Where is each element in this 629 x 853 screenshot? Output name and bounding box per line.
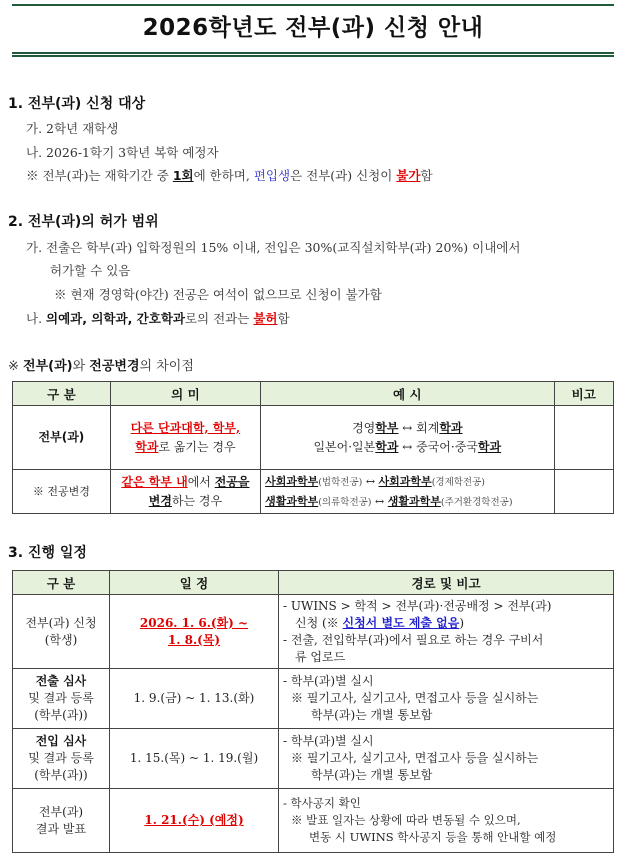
section1-item-b: 나. 2026-1학기 3학년 복학 예정자 (26, 145, 219, 160)
section2-item-b: 나. 의예과, 의학과, 간호학과로의 전과는 불허함 (26, 311, 290, 326)
compare-row-transfer-remark (554, 406, 614, 470)
compare-header-category: 구 분 (13, 382, 111, 406)
schedule-row-incoming-label: 전입 심사 및 결과 등록 (학부(과)) (13, 729, 110, 789)
compare-table (12, 381, 614, 514)
schedule-table (12, 570, 614, 853)
schedule-row-outgoing-note: - 학부(과)별 실시 ※ 필기고사, 실기고사, 면접고사 등을 실시하는 학부(과)는 개별 통보함 (279, 669, 614, 729)
schedule-row-incoming-note: - 학부(과)별 실시 ※ 필기고사, 실기고사, 면접고사 등을 실시하는 학부(과)는 개별 통보함 (279, 729, 614, 789)
compare-header-meaning: 의 미 (110, 382, 260, 406)
section2-item-a-line2: 허가할 수 있음 (50, 263, 131, 278)
compare-row-transfer-label: 전부(과) (13, 406, 111, 470)
schedule-header-route: 경로 및 비고 (279, 571, 614, 595)
schedule-row-result (13, 789, 614, 853)
schedule-row-incoming-date: 1. 15.(목) ~ 1. 19.(월) (110, 729, 279, 789)
schedule-row-outgoing-label: 전출 심사 및 결과 등록 (학부(과)) (13, 669, 110, 729)
section3-heading: 3. 진행 일정 (8, 545, 87, 561)
compare-row-transfer (13, 406, 614, 470)
schedule-header-category: 구 분 (13, 571, 110, 595)
schedule-header-date: 일 정 (110, 571, 279, 595)
schedule-row-result-note: - 학사공지 확인 ※ 발표 일자는 상황에 따라 변동될 수 있으며, 변동 시 UWINS 학사공지 등을 통해 안내할 예정 (279, 789, 614, 853)
section2-item-a-line1: 가. 전출은 학부(과) 입학정원의 15% 이내, 전입은 30%(교직설치학부(과) 20%) 이내에서 (26, 240, 521, 255)
not-allowed-text: 불가 (396, 168, 421, 183)
schedule-row-result-date: 1. 21.(수) (예정) (110, 789, 279, 853)
compare-row-major-label: ※ 전공변경 (13, 470, 111, 514)
compare-header-row (13, 382, 614, 406)
section1-heading: 1. 전부(과) 신청 대상 (8, 96, 146, 112)
title-box (12, 4, 614, 57)
compare-row-major-meaning: 같은 학부 내에서 전공을 변경하는 경우 (110, 470, 260, 514)
schedule-header-row (13, 571, 614, 595)
schedule-row-application-note: - UWINS > 학적 > 전부(과)·전공배정 > 전부(과) 신청 (※ 신청서 별도 제출 없음) - 전출, 전입학부(과)에서 필요로 하는 경우 구비서 류 업로드 (279, 595, 614, 669)
transfer-student-text: 편입생 (253, 168, 291, 183)
section2-item-a-note: ※ 현재 경영학(야간) 전공은 여석이 없으므로 신청이 불가함 (54, 287, 382, 302)
schedule-row-application (13, 595, 614, 669)
compare-heading: ※ 전부(과)와 전공변경의 차이점 (8, 359, 194, 374)
section1-item-a: 가. 2학년 재학생 (26, 121, 119, 136)
compare-row-transfer-example: 경영학부 ↔ 회계학과 일본어·일본학과 ↔ 중국어·중국학과 (261, 406, 554, 470)
schedule-row-application-label: 전부(과) 신청 (학생) (13, 595, 110, 669)
section1-note: ※ 전부(과)는 재학기간 중 1회에 한하며, 편입생은 전부(과) 신청이 불가함 (26, 168, 433, 183)
schedule-row-result-label: 전부(과) 결과 발표 (13, 789, 110, 853)
compare-row-major-example: 사회과학부(법학전공) ↔ 사회과학부(경제학전공) 생활과학부(의류학전공) ↔ 생활과학부(주거환경학전공) (261, 470, 554, 514)
schedule-row-outgoing-date: 1. 9.(금) ~ 1. 13.(화) (110, 669, 279, 729)
schedule-row-application-date: 2026. 1. 6.(화) ~ 1. 8.(목) (110, 595, 279, 669)
compare-header-remark: 비고 (554, 382, 614, 406)
compare-header-example: 예 시 (261, 382, 554, 406)
compare-row-major-remark (554, 470, 614, 514)
schedule-row-outgoing (13, 669, 614, 729)
compare-row-major-change (13, 470, 614, 514)
page-title: 2026학년도 전부(과) 신청 안내 (142, 15, 484, 41)
once-text: 1회 (172, 168, 194, 183)
compare-row-transfer-meaning: 다른 단과대학, 학부, 학과로 옮기는 경우 (110, 406, 260, 470)
schedule-row-incoming (13, 729, 614, 789)
section2-heading: 2. 전부(과)의 허가 범위 (8, 214, 159, 230)
